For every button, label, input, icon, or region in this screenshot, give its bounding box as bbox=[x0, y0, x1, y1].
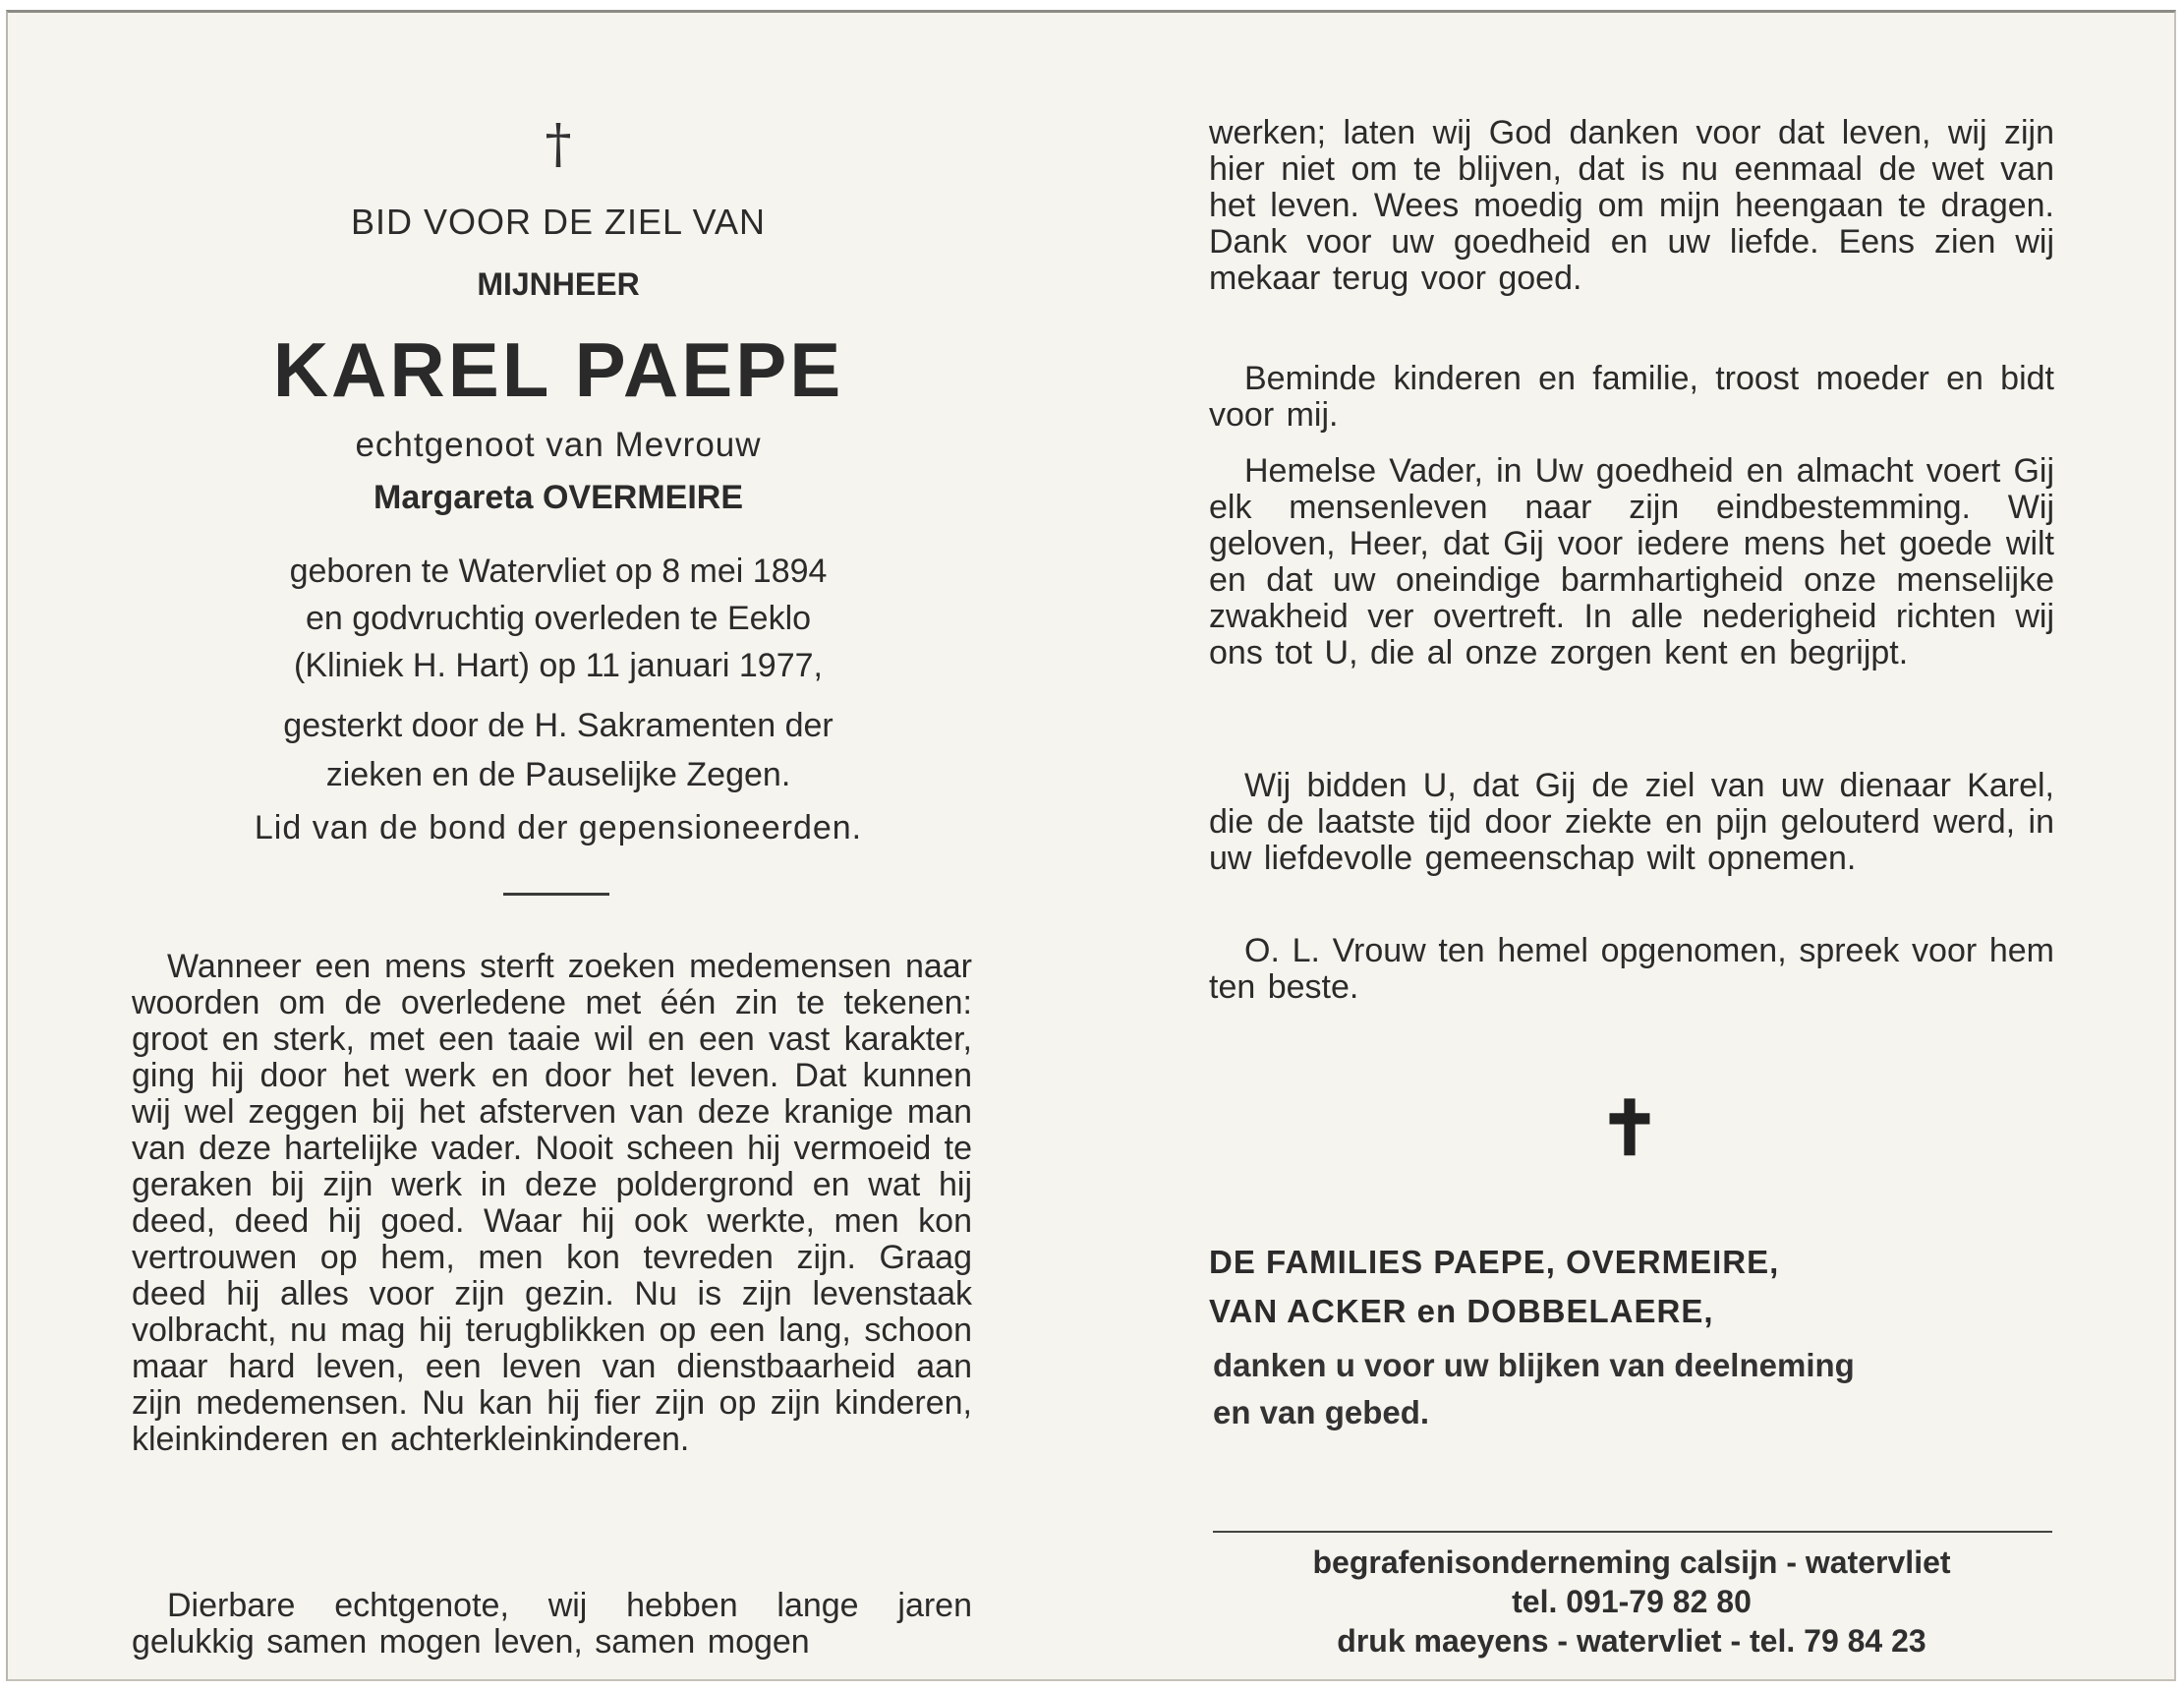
detail-line: geboren te Watervliet op 8 mei 1894 bbox=[289, 553, 828, 590]
prayer-paragraph: Wij bidden U, dat Gij de ziel van uw dienaar Karel, die de laatste tijd door ziekte en pijn gelouterd werd, in uw liefdevolle gemeenschap wilt opnemen. bbox=[1209, 767, 2054, 877]
families-line: VAN ACKER en DOBBELAERE, bbox=[1209, 1293, 1714, 1329]
prayer-paragraph: Beminde kinderen en familie, troost moeder en bidt voor mij. bbox=[1209, 360, 2054, 434]
detail-line: (Kliniek H. Hart) op 11 januari 1977, bbox=[294, 647, 823, 684]
prayer-paragraph: O. L. Vrouw ten hemel opgenomen, spreek voor hem ten beste. bbox=[1209, 932, 2054, 1006]
detail-line: en godvruchtig overleden te Eeklo bbox=[305, 600, 812, 637]
prayer-heading: BID VOOR DE ZIEL VAN bbox=[350, 202, 767, 242]
families-heading bbox=[1209, 1238, 2054, 1336]
honorific-title: MIJNHEER bbox=[477, 266, 640, 302]
eulogy-paragraph: Wanneer een mens sterft zoeken medemensen naar woorden om de overledene met één zin te tekenen: groot en sterk, met een taaie wil en een vast karakter, ging hij door het werk en door het leven. Dat kunnen wij wel zeggen bij het afsterven van deze kranige man van deze hartelijke vader. Nooit scheen hij vermoeid te geraken bij zijn werk in deze poldergrond en wat hij deed, deed hij goed. Waar hij ook werkte, men kon vertrouwen op hem, men kon tevreden zijn. Graag deed hij alles voor zijn gezin. Nu is zijn levenstaak volbracht, nu mag hij terugblikken op een lang, schoon maar hard leven, een leven van dienstbaarheid aan zijn medemensen. Nu kan hij fier zijn op zijn kinderen, kleinkinderen en achterkleinkinderen. bbox=[132, 948, 972, 1458]
birth-death-details bbox=[165, 548, 951, 689]
families-line: DE FAMILIES PAEPE, OVERMEIRE, bbox=[1209, 1244, 1780, 1280]
undertaker-line: tel. 091-79 82 80 bbox=[1512, 1584, 1752, 1619]
spouse-intro: echtgenoot van Mevrouw bbox=[355, 426, 762, 464]
eulogy-paragraph: Dierbare echtgenote, wij hebben lange jaren gelukkig samen mogen leven, samen mogen bbox=[132, 1587, 972, 1661]
spouse-name: Margareta OVERMEIRE bbox=[374, 479, 743, 516]
thanks-line: danken u voor uw blijken van deelneming bbox=[1213, 1347, 1855, 1383]
undertaker-info bbox=[1209, 1543, 2054, 1661]
detail-line: zieken en de Pauselijke Zegen. bbox=[325, 756, 791, 793]
small-cross-icon: † bbox=[545, 113, 572, 175]
undertaker-line: druk maeyens - watervliet - tel. 79 84 23 bbox=[1337, 1623, 1926, 1659]
prayer-paragraph: Hemelse Vader, in Uw goedheid en almacht voert Gij elk mensenleven naar zijn eindbestemming. Wij geloven, Heer, dat Gij voor iedere mens het goede wilt en dat uw oneindige barmhartigheid onze menselijke zwakheid ver overtreft. In alle nederigheid richten wij ons tot U, die al onze zorgen kent en begrijpt. bbox=[1209, 452, 2054, 671]
divider bbox=[503, 893, 609, 896]
thanks-text bbox=[1213, 1342, 2058, 1436]
thanks-line: en van gebed. bbox=[1213, 1394, 1430, 1430]
large-cross-icon: ✝ bbox=[1598, 1084, 1661, 1172]
sacraments-text bbox=[165, 701, 951, 799]
memorial-card bbox=[6, 10, 2176, 1681]
detail-line: gesterkt door de H. Sakramenten der bbox=[283, 707, 833, 744]
membership-text: Lid van de bond der gepensioneerden. bbox=[254, 809, 863, 846]
prayer-paragraph: werken; laten wij God danken voor dat leven, wij zijn hier niet om te blijven, dat is nu eenmaal de wet van het leven. Wees moedig om mijn heengaan te dragen. Dank voor uw goedheid en uw liefde. Eens zien wij mekaar terug voor goed. bbox=[1209, 114, 2054, 297]
deceased-name: KAREL PAEPE bbox=[272, 326, 844, 413]
divider bbox=[1213, 1531, 2052, 1533]
undertaker-line: begrafenisonderneming calsijn - watervliet bbox=[1312, 1545, 1951, 1580]
